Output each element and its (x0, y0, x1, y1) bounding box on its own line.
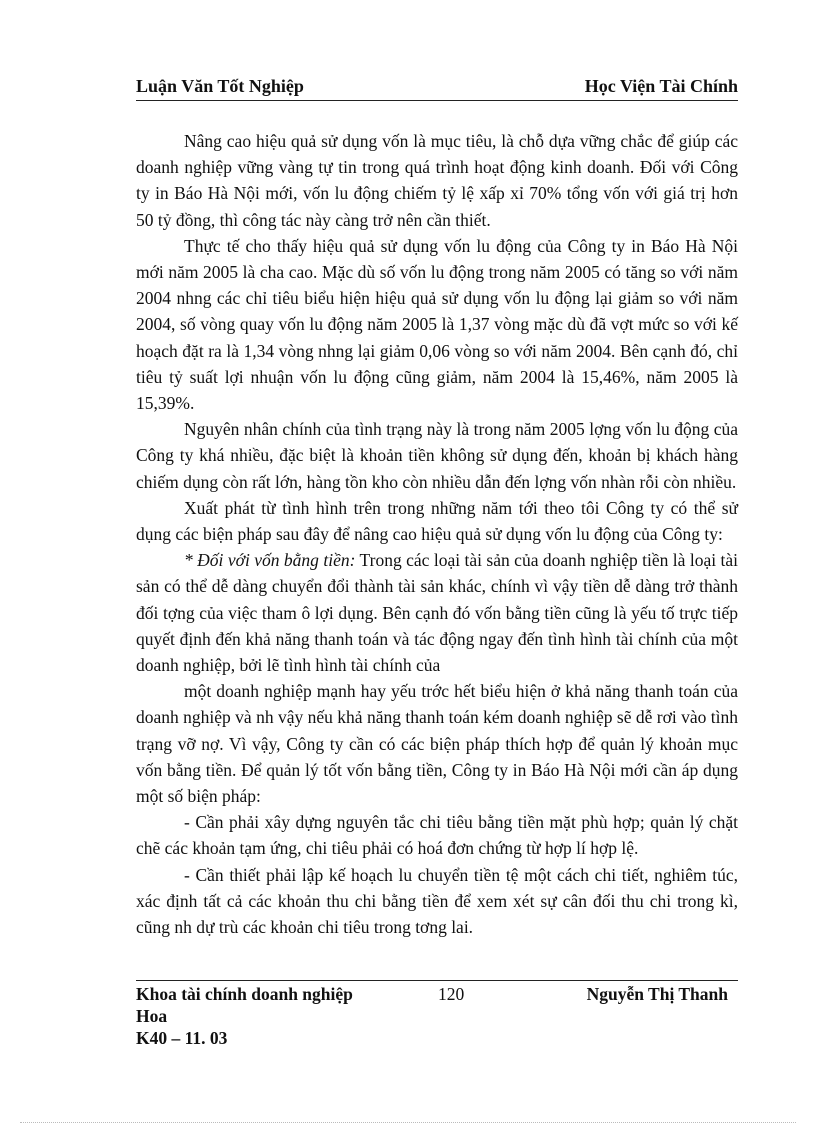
header-institution: Học Viện Tài Chính (584, 76, 738, 96)
cash-section-continuation: một doanh nghiệp mạnh hay yếu trớc hết biểu hiện ở khả năng thanh toán của doanh nghiệp và nh vậy nếu khả năng thanh toán kém doanh nghiệp sẽ dễ rơi vào tình trạng vỡ nợ. Vì vậy, Công ty cần có các biện pháp thích hợp để quản lý khoản mục vốn bằng tiền. Để quản lý tốt vốn bằng tiền, Công ty in Báo Hà Nội mới cần áp dụng một số biện pháp: (136, 681, 738, 807)
footer-author-continued: Hoa (136, 1006, 168, 1026)
page-header (136, 74, 738, 101)
page-number: 120 (438, 984, 465, 1004)
footer-class-code: K40 – 11. 03 (136, 1028, 228, 1048)
cash-section-label: * Đối với vốn bằng tiền: (184, 550, 356, 571)
page-footer (136, 984, 738, 1054)
footer-faculty: Khoa tài chính doanh nghiệp (136, 984, 353, 1004)
footer-divider (136, 980, 738, 981)
paragraph-3: Nguyên nhân chính của tình trạng này là trong năm 2005 lợng vốn lu động của Công ty khá nhiều, đặc biệt là khoản tiền không sử dụng đến, khoản bị khách hàng chiếm dụng còn rất lớn, hàng tồn kho còn nhiều dẫn đến lợng vốn nhàn rỗi còn nhiều. (136, 419, 738, 492)
bullet-2: - Cần thiết phải lập kế hoạch lu chuyển tiền tệ một cách chi tiết, nghiêm túc, xác định tất cả các khoản thu chi bằng tiền để xem xét sự cân đối thu chi trong kì, cũng nh dự trù các khoản chi tiêu trong tơng lai. (136, 864, 738, 938)
body-text (136, 128, 738, 940)
cash-section-paragraph (136, 547, 738, 678)
paragraph-2: Thực tế cho thấy hiệu quả sử dụng vốn lu động của Công ty in Báo Hà Nội mới năm 2005 là cha cao. Mặc dù số vốn lu động trong năm 2005 có tăng so với năm 2004 nhng các chỉ tiêu biểu hiện hiệu quả sử dụng vốn lu động lại giảm so với năm 2004, số vòng quay vốn lu động năm 2005 là 1,37 vòng mặc dù đã vợt mức so với kế hoạch đặt ra là 1,34 vòng nhng lại giảm 0,06 vòng so với năm 2004. Bên cạnh đó, chỉ tiêu tỷ suất lợi nhuận vốn lu động cũng giảm, năm 2004 là 15,46%, năm 2005 là 15,39%. (136, 235, 738, 414)
paragraph-1: Nâng cao hiệu quả sử dụng vốn là mục tiêu, là chỗ dựa vững chắc để giúp các doanh nghiệp vững vàng tự tin trong quá trình hoạt động kinh doanh. Đối với Công ty in Báo Hà Nội mới, vốn lu động chiếm tỷ lệ xấp xỉ 70% tổng vốn với giá trị hơn 50 tỷ đồng, thì công tác này càng trở nên cần thiết. (136, 131, 738, 230)
footer-author: Nguyễn Thị Thanh (586, 984, 728, 1004)
paragraph-4: Xuất phát từ tình hình trên trong những năm tới theo tôi Công ty có thể sử dụng các biện pháp sau đây để nâng cao hiệu quả sử dụng vốn lu động của Công ty: (136, 497, 738, 545)
header-thesis-title: Luận Văn Tốt Nghiệp (136, 76, 304, 96)
cash-section-text: Trong các loại tài sản của doanh nghiệp tiền là loại tài sản có thể dễ dàng chuyển đổi thành tài sản khác, chính vì vậy tiền dễ dàng trở thành đối tợng của việc tham ô lợi dụng. Bên cạnh đó vốn bằng tiền cũng là yếu tố trực tiếp quyết định đến khả năng thanh toán và tác động ngay đến tình hình tài chính của một doanh nghiệp, bởi lẽ tình hình tài chính của (136, 550, 739, 676)
bullet-1: - Cần phải xây dựng nguyên tắc chi tiêu bằng tiền mặt phù hợp; quản lý chặt chẽ các khoản tạm ứng, chi tiêu phải có hoá đơn chứng từ hợp lí hợp lệ. (136, 812, 738, 859)
